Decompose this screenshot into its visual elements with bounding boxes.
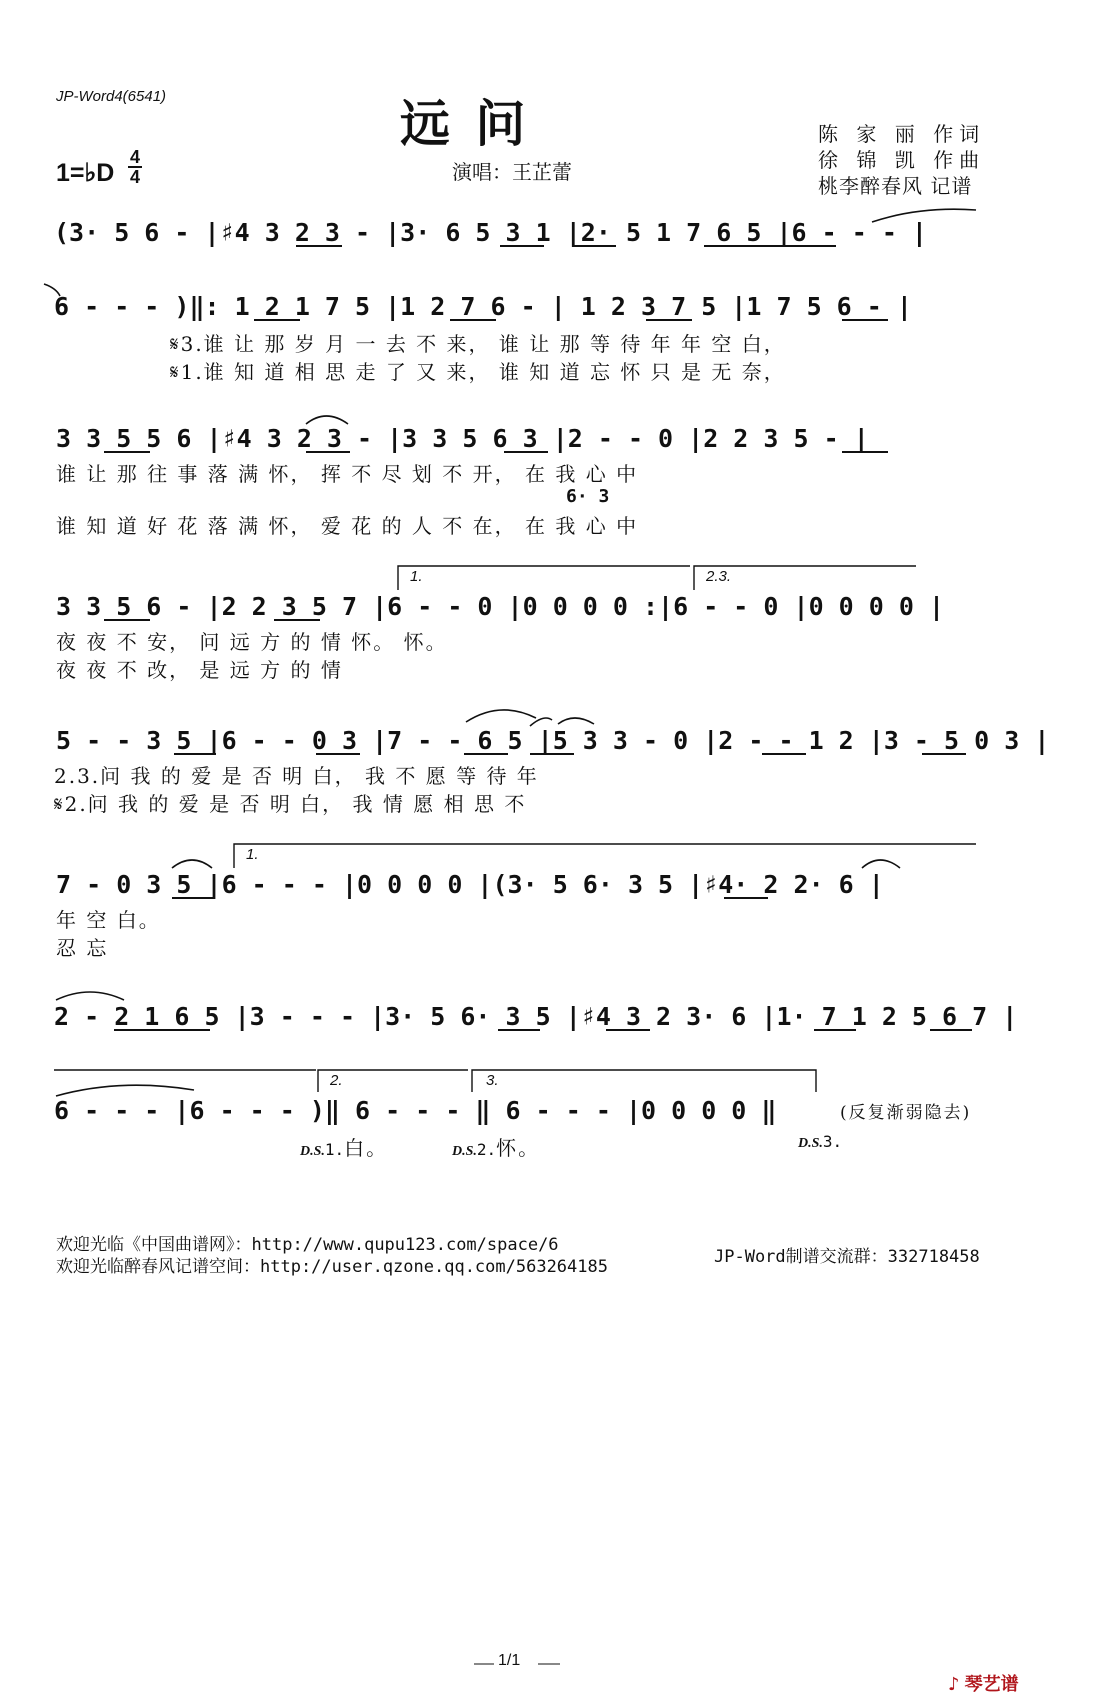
ds-mark: D.S. (300, 1144, 325, 1159)
ds-num: 2. (476, 1140, 497, 1159)
tie (172, 860, 212, 868)
volta-1b: 1. (246, 846, 259, 863)
score-row-4-lyrics-1: 夜 夜 不 安， 问 远 方 的 情 怀。 怀。 (56, 630, 448, 654)
score-row-3-lyrics-1: 谁 让 那 往 事 落 满 怀， 挥 不 尽 划 不 开， 在 我 心 中 (56, 462, 639, 486)
alternate-notes: 6· 3 (566, 486, 610, 507)
volta-bracket (398, 566, 690, 590)
volta-bracket (234, 844, 976, 868)
tie (56, 992, 124, 1000)
score-row-2-lyrics-1: 𝄋3.谁 让 那 岁 月 一 去 不 来， 谁 让 那 等 待 年 年 空 白， (170, 332, 786, 356)
score-row-4-lyrics-2: 夜 夜 不 改， 是 远 方 的 情 (56, 658, 343, 682)
score-row-7-notes: 2 - 2 1 6 5 |3 - - - |3· 5 6· 3 5 |♯4 3 2 3· 6 |1· 7 1 2 5 6 7 | (54, 1002, 1018, 1031)
page-number: 1/1 (498, 1652, 521, 1669)
score-row-6-notes: 7 - 0 3 5 |6 - - - |0 0 0 0 |(3· 5 6· 3 5 |♯4· 2 2· 6 | (56, 870, 884, 899)
volta-bracket (694, 566, 916, 590)
ds-num: 1. (324, 1140, 345, 1159)
ds-word: 怀。 (496, 1136, 541, 1160)
score-row-5-lyrics-2: 𝄋2.问 我 的 爱 是 否 明 白， 我 情 愿 相 思 不 (54, 792, 527, 816)
footer-link-1[interactable]: 欢迎光临《中国曲谱网》：http://www.qupu123.com/space/6 (56, 1235, 559, 1255)
volta-2: 2. (330, 1072, 343, 1089)
page-title: 远 问 (400, 94, 530, 153)
watermark-logo (948, 1670, 1019, 1696)
score-row-5-notes: 5 - - 3 5 |6 - - 0 3 |7 - - 6 5 |5 3 3 - 0 |2 - - 1 2 |3 - 5 0 3 | (56, 726, 1050, 755)
volta-3: 3. (486, 1072, 499, 1089)
logo-text: 琴艺谱 (964, 1674, 1019, 1695)
volta-bracket (472, 1070, 816, 1092)
ds-num: 3. (822, 1132, 843, 1151)
tie (558, 718, 594, 724)
volta-1: 1. (410, 568, 423, 585)
logo-icon: ♪ (948, 1674, 960, 1695)
ds-mark: D.S. (798, 1136, 823, 1151)
footer-link-2[interactable]: 欢迎光临醉春风记谱空间：http://user.qzone.qq.com/563264185 (56, 1257, 608, 1277)
lyricist-credit: 陈 家 丽 作词 (818, 122, 986, 146)
composer-credit: 徐 锦 凯 作曲 (818, 148, 986, 172)
tie (530, 718, 552, 726)
footer-group: JP-Word制谱交流群：332718458 (714, 1247, 980, 1267)
ds-word: 白。 (344, 1136, 389, 1160)
time-signature-bottom: 4 (129, 167, 140, 187)
tie (862, 860, 900, 868)
score-row-2-lyrics-2: 𝄋1.谁 知 道 相 思 走 了 又 来， 谁 知 道 忘 怀 只 是 无 奈， (170, 360, 786, 384)
tie (44, 284, 60, 296)
tie (56, 1085, 194, 1096)
score-row-8-notes: 6 - - - |6 - - - )‖ 6 - - - ‖ 6 - - - |0 0 0 0 ‖ (54, 1096, 777, 1125)
score-row-6-lyrics-1: 年 空 白。 (56, 908, 161, 932)
software-version: JP-Word4(6541) (56, 88, 167, 105)
volta-bracket (318, 1070, 468, 1092)
score-row-2-notes: 6 - - - )‖: 1 2 1 7 5 |1 2 7 6 - | 1 2 3 7 5 |1 7 5 6 - | (54, 292, 912, 321)
repeat-fade-note: (反复渐弱隐去) (840, 1103, 972, 1123)
score-row-5-lyrics-1: 2.3.问 我 的 爱 是 否 明 白， 我 不 愿 等 待 年 (54, 764, 539, 788)
performer: 演唱：王芷蕾 (452, 160, 572, 184)
tie (466, 710, 536, 722)
ds-mark: D.S. (452, 1144, 477, 1159)
time-signature-top: 4 (129, 147, 140, 167)
tie (872, 209, 976, 222)
score-row-3-notes: 3 3 5 5 6 |♯4 3 2 3 - |3 3 5 6 3 |2 - - 0 |2 2 3 5 - | (56, 424, 869, 453)
key-signature: 1=♭D (56, 159, 115, 187)
score-row-6-lyrics-2: 忍 忘 (56, 936, 109, 960)
score-row-3-lyrics-2: 谁 知 道 好 花 落 满 怀， 爱 花 的 人 不 在， 在 我 心 中 (56, 514, 639, 538)
transcriber-credit: 桃李醉春风 记谱 (818, 174, 973, 198)
score-row-4-notes: 3 3 5 6 - |2 2 3 5 7 |6 - - 0 |0 0 0 0 :|6 - - 0 |0 0 0 0 | (56, 592, 945, 621)
tie (306, 416, 348, 424)
volta-2-3: 2.3. (706, 568, 732, 585)
score-row-1-notes: (3· 5 6 - |♯4 3 2 3 - |3· 6 5 3 1 |2· 5 1 7 6 5 |6 - - - | (54, 218, 927, 247)
